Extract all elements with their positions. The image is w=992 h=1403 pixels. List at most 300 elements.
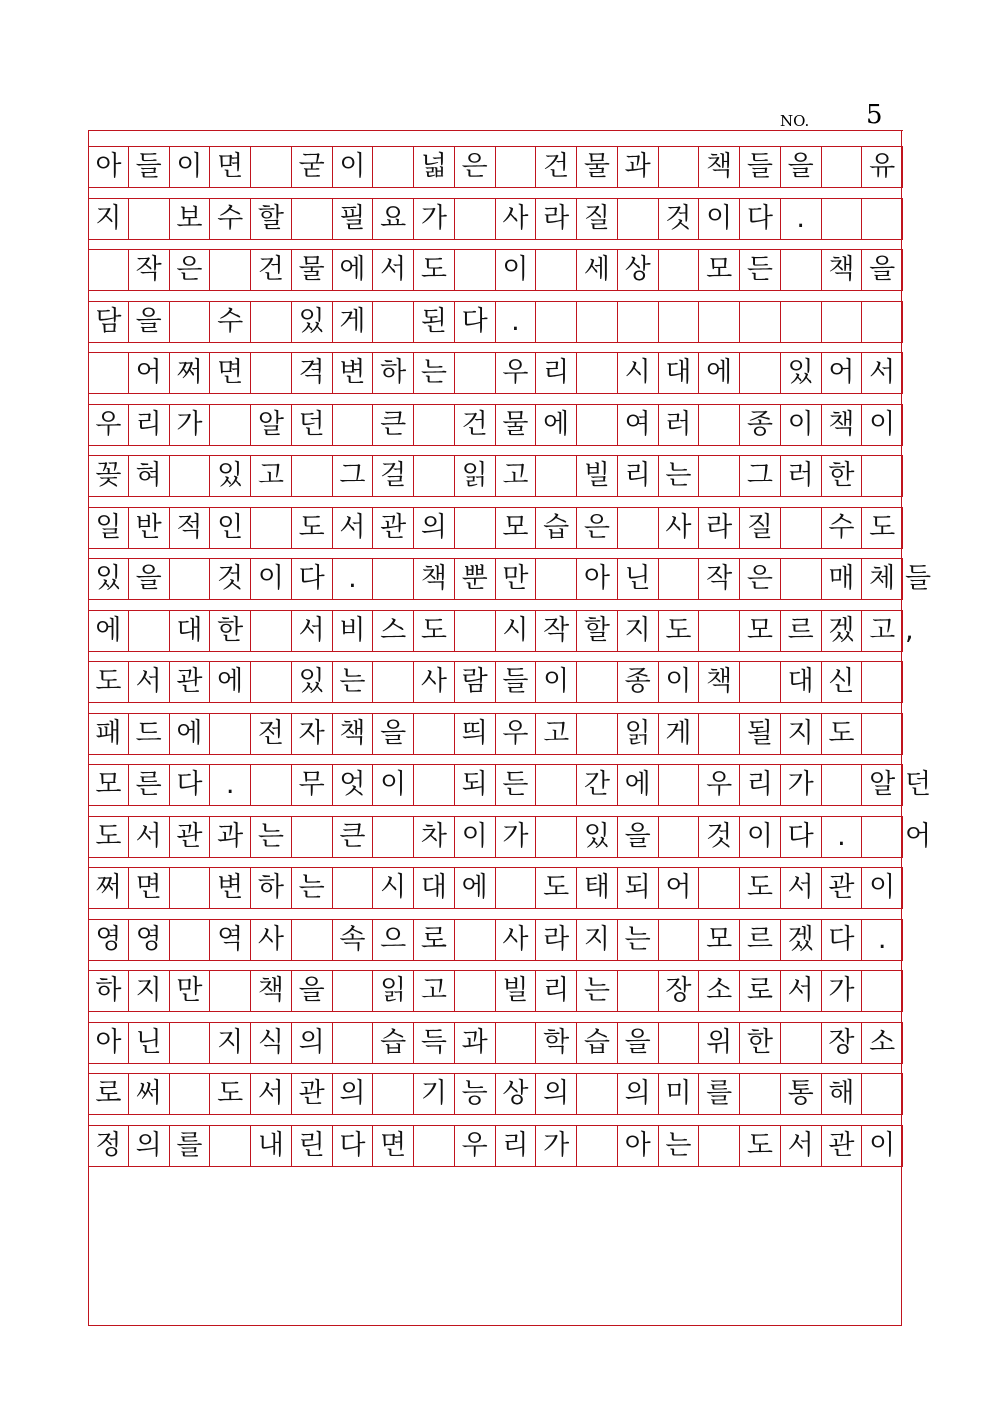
grid-cell: 서 bbox=[781, 867, 822, 908]
grid-cell: 수 bbox=[822, 507, 863, 548]
grid-cell: 그 bbox=[740, 455, 781, 496]
grid-cell bbox=[170, 867, 211, 908]
grid-cell: 서 bbox=[129, 816, 170, 857]
grid-cell: 모 bbox=[88, 764, 129, 805]
grid-cell: 르 bbox=[781, 610, 822, 651]
grid-cell: 엇 bbox=[333, 764, 374, 805]
grid-cell: 해 bbox=[822, 1073, 863, 1114]
grid-cell: 라 bbox=[536, 198, 577, 239]
grid-cell bbox=[292, 919, 333, 960]
grid-cell: 미 bbox=[659, 1073, 700, 1114]
grid-cell: 에 bbox=[699, 352, 740, 393]
manuscript-line bbox=[88, 198, 903, 239]
grid-cell: 가 bbox=[822, 970, 863, 1011]
grid-cell: 과 bbox=[455, 1022, 496, 1063]
grid-cell: 한 bbox=[822, 455, 863, 496]
grid-cell: 사 bbox=[414, 661, 455, 702]
grid-cell: 만 bbox=[170, 970, 211, 1011]
grid-cell: 패 bbox=[88, 713, 129, 754]
grid-cell: 있 bbox=[781, 352, 822, 393]
grid-cell: 변 bbox=[333, 352, 374, 393]
grid-cell: 가 bbox=[536, 1125, 577, 1166]
grid-cell: 식 bbox=[251, 1022, 292, 1063]
row-rule bbox=[88, 754, 903, 755]
grid-cell bbox=[455, 249, 496, 290]
manuscript-line bbox=[88, 301, 903, 342]
grid-cell bbox=[577, 352, 618, 393]
grid-cell: 아 bbox=[577, 558, 618, 599]
grid-cell: 우 bbox=[496, 352, 537, 393]
grid-cell bbox=[333, 1022, 374, 1063]
grid-cell bbox=[659, 816, 700, 857]
grid-cell bbox=[822, 301, 863, 342]
grid-cell: 물 bbox=[496, 404, 537, 445]
grid-cell: 관 bbox=[822, 1125, 863, 1166]
grid-cell bbox=[170, 301, 211, 342]
grid-cell: . bbox=[333, 558, 374, 599]
grid-cell: 띄 bbox=[455, 713, 496, 754]
grid-cell: 에 bbox=[455, 867, 496, 908]
row-rule bbox=[88, 702, 903, 703]
grid-cell: 을 bbox=[292, 970, 333, 1011]
grid-cell bbox=[577, 301, 618, 342]
grid-cell: 과 bbox=[210, 816, 251, 857]
grid-cell bbox=[659, 919, 700, 960]
grid-cell: 서 bbox=[292, 610, 333, 651]
row-rule bbox=[88, 857, 903, 858]
grid-cell: 비 bbox=[333, 610, 374, 651]
grid-cell: 다 bbox=[333, 1125, 374, 1166]
grid-cell: 빌 bbox=[496, 970, 537, 1011]
grid-cell bbox=[496, 867, 537, 908]
grid-cell: 는 bbox=[333, 661, 374, 702]
grid-cell: 의 bbox=[414, 507, 455, 548]
grid-cell: 매 bbox=[822, 558, 863, 599]
grid-cell: 도 bbox=[822, 713, 863, 754]
grid-cell: 서 bbox=[373, 249, 414, 290]
row-rule bbox=[88, 599, 903, 600]
grid-cell: 람 bbox=[455, 661, 496, 702]
grid-cell: 책 bbox=[414, 558, 455, 599]
grid-cell: 도 bbox=[88, 816, 129, 857]
grid-cell: 의 bbox=[536, 1073, 577, 1114]
grid-cell bbox=[129, 198, 170, 239]
grid-cell bbox=[414, 764, 455, 805]
grid-cell: 통 bbox=[781, 1073, 822, 1114]
grid-cell: 시 bbox=[496, 610, 537, 651]
grid-cell: 관 bbox=[373, 507, 414, 548]
grid-cell bbox=[88, 352, 129, 393]
grid-cell bbox=[699, 455, 740, 496]
grid-cell: 로 bbox=[88, 1073, 129, 1114]
grid-cell: 건 bbox=[536, 146, 577, 187]
grid-cell: 것 bbox=[699, 816, 740, 857]
grid-cell: 아 bbox=[88, 146, 129, 187]
grid-cell: 차 bbox=[414, 816, 455, 857]
grid-cell bbox=[210, 404, 251, 445]
margin-punctuation: , bbox=[905, 614, 914, 646]
row-rule bbox=[88, 548, 903, 549]
grid-cell: 사 bbox=[251, 919, 292, 960]
grid-cell: 질 bbox=[740, 507, 781, 548]
manuscript-line bbox=[88, 249, 903, 290]
grid-cell bbox=[659, 764, 700, 805]
grid-cell bbox=[699, 1125, 740, 1166]
grid-cell bbox=[251, 301, 292, 342]
grid-cell: 러 bbox=[781, 455, 822, 496]
grid-cell bbox=[659, 146, 700, 187]
page-number-label: NO. bbox=[780, 112, 810, 130]
grid-cell: 알 bbox=[862, 764, 903, 805]
grid-cell: 든 bbox=[496, 764, 537, 805]
grid-cell bbox=[577, 404, 618, 445]
grid-cell: 있 bbox=[577, 816, 618, 857]
grid-cell: 한 bbox=[210, 610, 251, 651]
manuscript-line bbox=[88, 146, 903, 187]
grid-cell: 스 bbox=[373, 610, 414, 651]
grid-cell: 에 bbox=[170, 713, 211, 754]
grid-cell: 간 bbox=[577, 764, 618, 805]
grid-cell: 한 bbox=[740, 1022, 781, 1063]
grid-cell: 사 bbox=[496, 919, 537, 960]
grid-cell: 에 bbox=[88, 610, 129, 651]
grid-cell: 다 bbox=[455, 301, 496, 342]
grid-cell: 우 bbox=[496, 713, 537, 754]
grid-cell: 무 bbox=[292, 764, 333, 805]
grid-cell: 고 bbox=[536, 713, 577, 754]
grid-cell: 하 bbox=[373, 352, 414, 393]
grid-cell: 있 bbox=[292, 661, 333, 702]
grid-cell: 닌 bbox=[618, 558, 659, 599]
grid-cell bbox=[170, 1022, 211, 1063]
grid-cell bbox=[455, 352, 496, 393]
grid-cell bbox=[536, 301, 577, 342]
grid-cell: 책 bbox=[699, 661, 740, 702]
grid-cell bbox=[170, 1073, 211, 1114]
grid-cell: 인 bbox=[210, 507, 251, 548]
grid-cell: 을 bbox=[129, 558, 170, 599]
grid-cell bbox=[577, 713, 618, 754]
manuscript-line bbox=[88, 1022, 903, 1063]
grid-cell: 득 bbox=[414, 1022, 455, 1063]
grid-cell: 이 bbox=[536, 661, 577, 702]
grid-cell: 위 bbox=[699, 1022, 740, 1063]
grid-cell: 전 bbox=[251, 713, 292, 754]
grid-cell: 시 bbox=[618, 352, 659, 393]
grid-cell bbox=[781, 558, 822, 599]
grid-cell: 닌 bbox=[129, 1022, 170, 1063]
row-rule bbox=[88, 805, 903, 806]
manuscript-line bbox=[88, 558, 903, 599]
grid-cell: 리 bbox=[618, 455, 659, 496]
grid-cell: 꽂 bbox=[88, 455, 129, 496]
grid-cell: 서 bbox=[781, 1125, 822, 1166]
grid-cell: 태 bbox=[577, 867, 618, 908]
grid-cell: 변 bbox=[210, 867, 251, 908]
grid-cell bbox=[699, 713, 740, 754]
grid-cell bbox=[740, 301, 781, 342]
grid-cell: 는 bbox=[414, 352, 455, 393]
grid-cell: . bbox=[862, 919, 903, 960]
grid-cell: 다 bbox=[170, 764, 211, 805]
row-rule bbox=[88, 908, 903, 909]
grid-cell: 되 bbox=[455, 764, 496, 805]
grid-cell: 가 bbox=[414, 198, 455, 239]
grid-cell: 하 bbox=[251, 867, 292, 908]
grid-cell: 하 bbox=[88, 970, 129, 1011]
grid-cell: 도 bbox=[536, 867, 577, 908]
grid-cell: 른 bbox=[129, 764, 170, 805]
grid-cell: 종 bbox=[740, 404, 781, 445]
grid-cell bbox=[373, 816, 414, 857]
grid-cell: 자 bbox=[292, 713, 333, 754]
margin-punctuation: 어 bbox=[905, 820, 932, 852]
grid-cell: 을 bbox=[862, 249, 903, 290]
grid-cell: 사 bbox=[496, 198, 537, 239]
row-rule bbox=[88, 239, 903, 240]
grid-cell: 작 bbox=[536, 610, 577, 651]
grid-cell bbox=[129, 610, 170, 651]
grid-cell bbox=[333, 970, 374, 1011]
grid-cell bbox=[659, 1022, 700, 1063]
grid-cell: 고 bbox=[251, 455, 292, 496]
grid-cell: 유 bbox=[862, 146, 903, 187]
grid-cell: 서 bbox=[129, 661, 170, 702]
grid-cell: 라 bbox=[536, 919, 577, 960]
grid-cell bbox=[455, 919, 496, 960]
grid-cell: 수 bbox=[210, 301, 251, 342]
grid-cell bbox=[373, 301, 414, 342]
grid-cell bbox=[781, 507, 822, 548]
grid-cell: 러 bbox=[659, 404, 700, 445]
grid-cell: 할 bbox=[577, 610, 618, 651]
grid-cell: 격 bbox=[292, 352, 333, 393]
grid-cell: 어 bbox=[822, 352, 863, 393]
grid-cell bbox=[659, 249, 700, 290]
grid-cell: 리 bbox=[129, 404, 170, 445]
grid-cell: 의 bbox=[129, 1125, 170, 1166]
grid-cell: 아 bbox=[88, 1022, 129, 1063]
page-number: 5 bbox=[866, 100, 883, 130]
grid-cell: 시 bbox=[373, 867, 414, 908]
grid-cell: 건 bbox=[455, 404, 496, 445]
grid-cell: 큰 bbox=[373, 404, 414, 445]
grid-cell: 지 bbox=[577, 919, 618, 960]
grid-cell bbox=[333, 867, 374, 908]
grid-cell: 들 bbox=[740, 146, 781, 187]
grid-cell: 책 bbox=[699, 146, 740, 187]
grid-cell bbox=[577, 1073, 618, 1114]
grid-cell: 면 bbox=[373, 1125, 414, 1166]
grid-cell: 를 bbox=[699, 1073, 740, 1114]
grid-cell: . bbox=[496, 301, 537, 342]
grid-cell: 뿐 bbox=[455, 558, 496, 599]
grid-cell: 일 bbox=[88, 507, 129, 548]
grid-cell bbox=[414, 404, 455, 445]
grid-cell: 혀 bbox=[129, 455, 170, 496]
grid-cell: 도 bbox=[659, 610, 700, 651]
row-rule bbox=[88, 1114, 903, 1115]
manuscript-line bbox=[88, 404, 903, 445]
grid-cell: 도 bbox=[88, 661, 129, 702]
grid-cell bbox=[170, 558, 211, 599]
grid-cell: 을 bbox=[618, 816, 659, 857]
grid-cell: 리 bbox=[536, 970, 577, 1011]
grid-cell: 리 bbox=[536, 352, 577, 393]
grid-cell: 알 bbox=[251, 404, 292, 445]
grid-cell: 영 bbox=[129, 919, 170, 960]
grid-cell: . bbox=[822, 816, 863, 857]
grid-cell: 쩌 bbox=[170, 352, 211, 393]
grid-cell bbox=[210, 249, 251, 290]
grid-cell: 는 bbox=[659, 1125, 700, 1166]
row-rule bbox=[88, 651, 903, 652]
grid-cell: 습 bbox=[536, 507, 577, 548]
manuscript-line bbox=[88, 352, 903, 393]
grid-cell bbox=[414, 713, 455, 754]
grid-cell: 서 bbox=[333, 507, 374, 548]
grid-cell: 을 bbox=[781, 146, 822, 187]
row-rule bbox=[88, 393, 903, 394]
grid-cell: 이 bbox=[251, 558, 292, 599]
grid-cell bbox=[373, 1073, 414, 1114]
grid-cell: 어 bbox=[659, 867, 700, 908]
grid-cell: 영 bbox=[88, 919, 129, 960]
grid-cell bbox=[781, 1022, 822, 1063]
manuscript-line bbox=[88, 867, 903, 908]
grid-cell: 걸 bbox=[373, 455, 414, 496]
manuscript-line bbox=[88, 507, 903, 548]
grid-cell: 능 bbox=[455, 1073, 496, 1114]
grid-cell: 될 bbox=[740, 713, 781, 754]
grid-cell bbox=[577, 1125, 618, 1166]
grid-cell: 건 bbox=[251, 249, 292, 290]
grid-cell: 지 bbox=[129, 970, 170, 1011]
grid-cell: 우 bbox=[455, 1125, 496, 1166]
manuscript-line bbox=[88, 455, 903, 496]
grid-cell: 들 bbox=[496, 661, 537, 702]
grid-cell bbox=[862, 661, 903, 702]
grid-cell: 면 bbox=[210, 146, 251, 187]
row-rule bbox=[88, 445, 903, 446]
grid-cell bbox=[414, 1125, 455, 1166]
grid-cell: 들 bbox=[129, 146, 170, 187]
grid-cell: 가 bbox=[170, 404, 211, 445]
grid-cell: 리 bbox=[740, 764, 781, 805]
grid-cell: 모 bbox=[496, 507, 537, 548]
grid-cell: 도 bbox=[414, 610, 455, 651]
grid-cell: 다 bbox=[781, 816, 822, 857]
grid-cell bbox=[536, 764, 577, 805]
grid-cell bbox=[699, 301, 740, 342]
margin-punctuation: 던 bbox=[905, 769, 932, 800]
grid-cell: 라 bbox=[699, 507, 740, 548]
grid-cell bbox=[88, 249, 129, 290]
grid-cell bbox=[251, 146, 292, 187]
grid-cell: 사 bbox=[659, 507, 700, 548]
grid-cell: 적 bbox=[170, 507, 211, 548]
grid-cell: 은 bbox=[740, 558, 781, 599]
grid-cell bbox=[862, 970, 903, 1011]
grid-cell: 도 bbox=[740, 1125, 781, 1166]
grid-cell: 신 bbox=[822, 661, 863, 702]
grid-cell: 서 bbox=[862, 352, 903, 393]
row-rule bbox=[88, 496, 903, 497]
row-rule bbox=[88, 1166, 903, 1167]
grid-cell: 보 bbox=[170, 198, 211, 239]
grid-cell: 지 bbox=[210, 1022, 251, 1063]
row-rule bbox=[88, 960, 903, 961]
grid-cell bbox=[862, 816, 903, 857]
grid-cell: 이 bbox=[781, 404, 822, 445]
grid-cell bbox=[455, 198, 496, 239]
grid-cell: 우 bbox=[88, 404, 129, 445]
grid-cell: 큰 bbox=[333, 816, 374, 857]
grid-cell: 에 bbox=[210, 661, 251, 702]
grid-cell: 것 bbox=[659, 198, 700, 239]
grid-cell: 물 bbox=[577, 146, 618, 187]
grid-cell bbox=[251, 661, 292, 702]
grid-cell: 읽 bbox=[618, 713, 659, 754]
grid-cell: 르 bbox=[740, 919, 781, 960]
grid-cell bbox=[618, 301, 659, 342]
grid-cell: 이 bbox=[862, 1125, 903, 1166]
grid-cell: 어 bbox=[129, 352, 170, 393]
grid-cell bbox=[862, 455, 903, 496]
grid-cell: 기 bbox=[414, 1073, 455, 1114]
grid-cell bbox=[699, 867, 740, 908]
grid-cell: 그 bbox=[333, 455, 374, 496]
grid-cell bbox=[862, 198, 903, 239]
grid-cell bbox=[740, 352, 781, 393]
manuscript-line bbox=[88, 764, 903, 805]
grid-cell: 종 bbox=[618, 661, 659, 702]
grid-cell bbox=[536, 558, 577, 599]
grid-cell: 면 bbox=[129, 867, 170, 908]
grid-cell bbox=[781, 249, 822, 290]
grid-cell bbox=[618, 507, 659, 548]
grid-cell: 로 bbox=[740, 970, 781, 1011]
grid-cell: 드 bbox=[129, 713, 170, 754]
grid-cell: 대 bbox=[414, 867, 455, 908]
grid-cell: 는 bbox=[577, 970, 618, 1011]
grid-cell: 도 bbox=[292, 507, 333, 548]
grid-cell: 지 bbox=[88, 198, 129, 239]
grid-cell: 세 bbox=[577, 249, 618, 290]
grid-cell: 겠 bbox=[822, 610, 863, 651]
grid-cell bbox=[496, 1022, 537, 1063]
grid-cell: 장 bbox=[822, 1022, 863, 1063]
grid-cell: 습 bbox=[577, 1022, 618, 1063]
grid-cell: 속 bbox=[333, 919, 374, 960]
grid-cell: 필 bbox=[333, 198, 374, 239]
grid-cell bbox=[536, 816, 577, 857]
grid-cell bbox=[251, 507, 292, 548]
grid-cell: 게 bbox=[659, 713, 700, 754]
grid-cell: 린 bbox=[292, 1125, 333, 1166]
grid-cell: 겠 bbox=[781, 919, 822, 960]
grid-cell bbox=[373, 146, 414, 187]
grid-cell: 모 bbox=[699, 249, 740, 290]
grid-cell: 도 bbox=[862, 507, 903, 548]
grid-cell: 고 bbox=[496, 455, 537, 496]
grid-cell: 이 bbox=[373, 764, 414, 805]
grid-cell: 이 bbox=[659, 661, 700, 702]
grid-cell: 질 bbox=[577, 198, 618, 239]
grid-cell bbox=[251, 764, 292, 805]
grid-cell: 이 bbox=[862, 404, 903, 445]
manuscript-line bbox=[88, 1073, 903, 1114]
